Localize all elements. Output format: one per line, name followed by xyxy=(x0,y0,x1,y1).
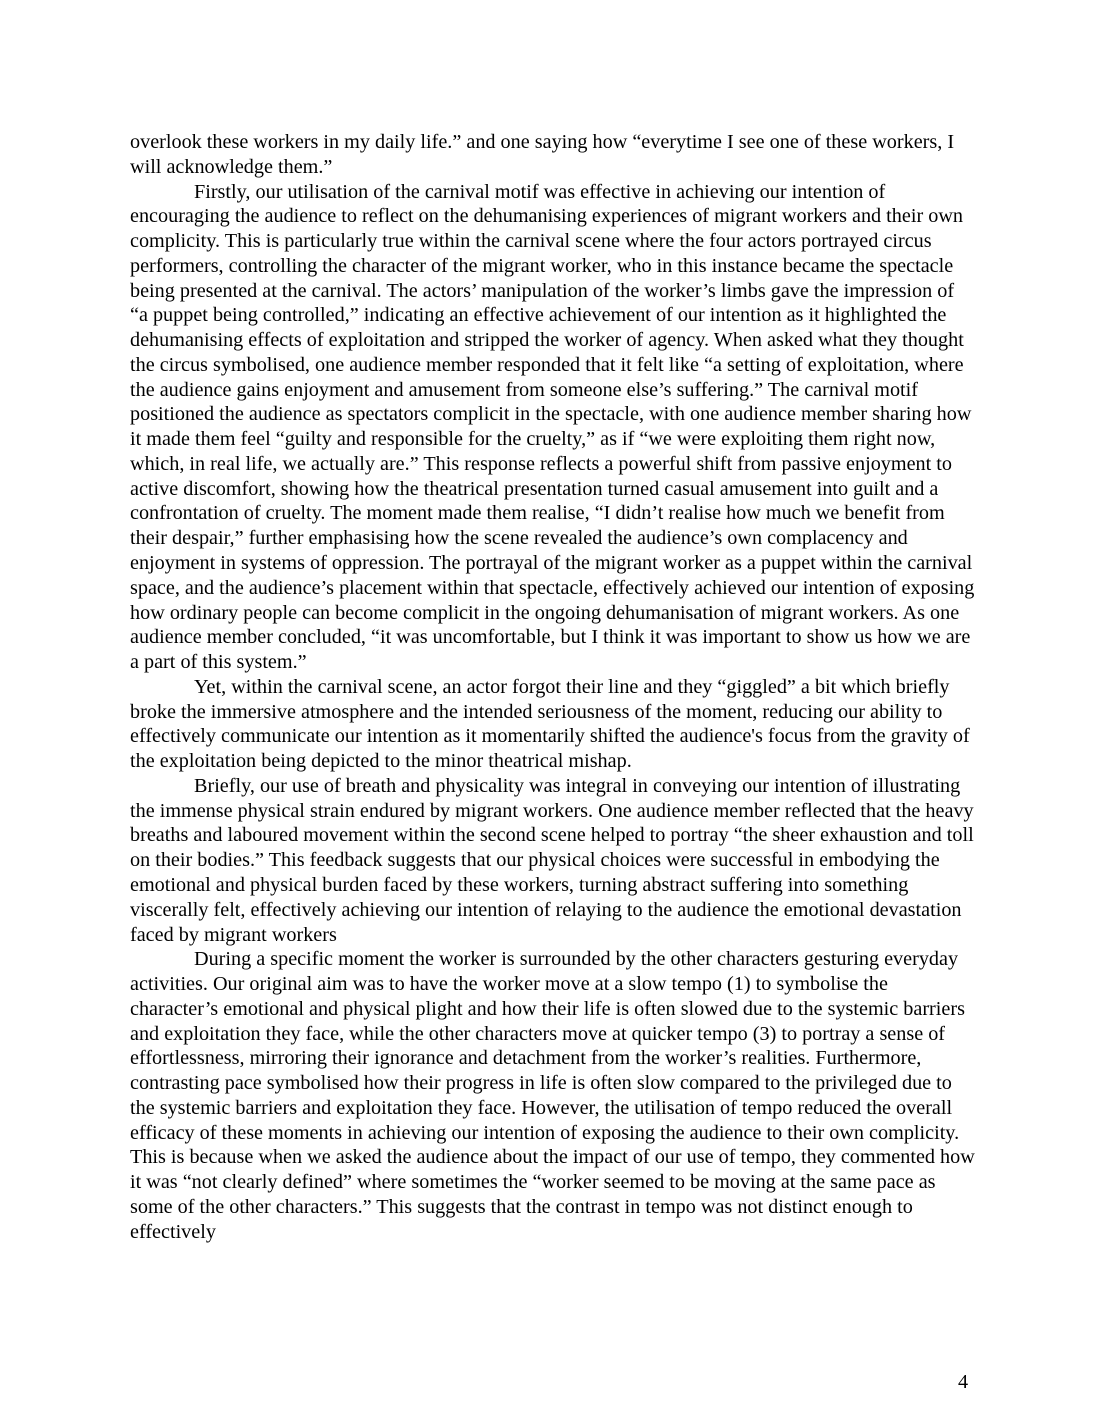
paragraph-tempo: During a specific moment the worker is surrounded by the other characters gesturing everyday activities. Our original aim was to have the worker move at a slow tempo (1) to symbolise the character’s emotional and physical plight and how their life is often slowed due to the systemic barriers and exploitation they face, while the other characters move at quicker tempo (3) to portray a sense of effortlessness, mirroring their ignorance and detachment from the worker’s realities. Furthermore, contrasting pace symbolised how their progress in life is often slow compared to the privileged due to the systemic barriers and exploitation they face. However, the utilisation of tempo reduced the overall efficacy of these moments in achieving our intention of exposing the audience to their own complicity. This is because when we asked the audience about the impact of our use of tempo, they commented how it was “not clearly defined” where sometimes the “worker seemed to be moving at the same pace as some of the other characters.” This suggests that the contrast in tempo was not distinct enough to effectively xyxy=(130,948,975,1243)
page-number: 4 xyxy=(958,1371,969,1393)
paragraph-continuation: overlook these workers in my daily life.” and one saying how “everytime I see one of these workers, I will acknowledge them.” xyxy=(130,131,955,178)
paragraph-actor-mishap: Yet, within the carnival scene, an actor forgot their line and they “giggled” a bit which briefly broke the immersive atmosphere and the intended seriousness of the moment, reducing our ability to effectively communicate our intention as it momentarily shifted the audience's focus from the gravity of the exploitation being depicted to the minor theatrical mishap. xyxy=(130,675,970,773)
paragraph-breath-physicality: Briefly, our use of breath and physicality was integral in conveying our intention of illustrating the immense physical strain endured by migrant workers. One audience member reflected that the heavy breaths and laboured movement within the second scene helped to portray “the sheer exhaustion and toll on their bodies.” This feedback suggests that our physical choices were successful in embodying the emotional and physical burden faced by these workers, turning abstract suffering into something viscerally felt, effectively achieving our intention of relaying to the audience the emotional devastation faced by migrant workers xyxy=(130,774,974,946)
body-text xyxy=(130,130,975,1244)
paragraph-carnival-motif: Firstly, our utilisation of the carnival motif was effective in achieving our intention of encouraging the audience to reflect on the dehumanising experiences of migrant workers and their own complicity. This is particularly true within the carnival scene where the four actors portrayed circus performers, controlling the character of the migrant worker, who in this instance became the spectacle being presented at the carnival. The actors’ manipulation of the worker’s limbs gave the impression of “a puppet being controlled,” indicating an effective achievement of our intention as it highlighted the dehumanising effects of exploitation and stripped the worker of agency. When asked what they thought the circus symbolised, one audience member responded that it felt like “a setting of exploitation, where the audience gains enjoyment and amusement from someone else’s suffering.” The carnival motif positioned the audience as spectators complicit in the spectacle, with one audience member sharing how it made them feel “guilty and responsible for the cruelty,” as if “we were exploiting them right now, which, in real life, we actually are.” This response reflects a powerful shift from passive enjoyment to active discomfort, showing how the theatrical presentation turned casual amusement into guilt and a confrontation of cruelty. The moment made them realise, “I didn’t realise how much we benefit from their despair,” further emphasising how the scene revealed the audience’s own complacency and enjoyment in systems of oppression. The portrayal of the migrant worker as a puppet within the carnival space, and the audience’s placement within that spectacle, effectively achieved our intention of exposing how ordinary people can become complicit in the ongoing dehumanisation of migrant workers. As one audience member concluded, “it was uncomfortable, but I think it was important to show us how we are a part of this system.” xyxy=(130,180,975,674)
